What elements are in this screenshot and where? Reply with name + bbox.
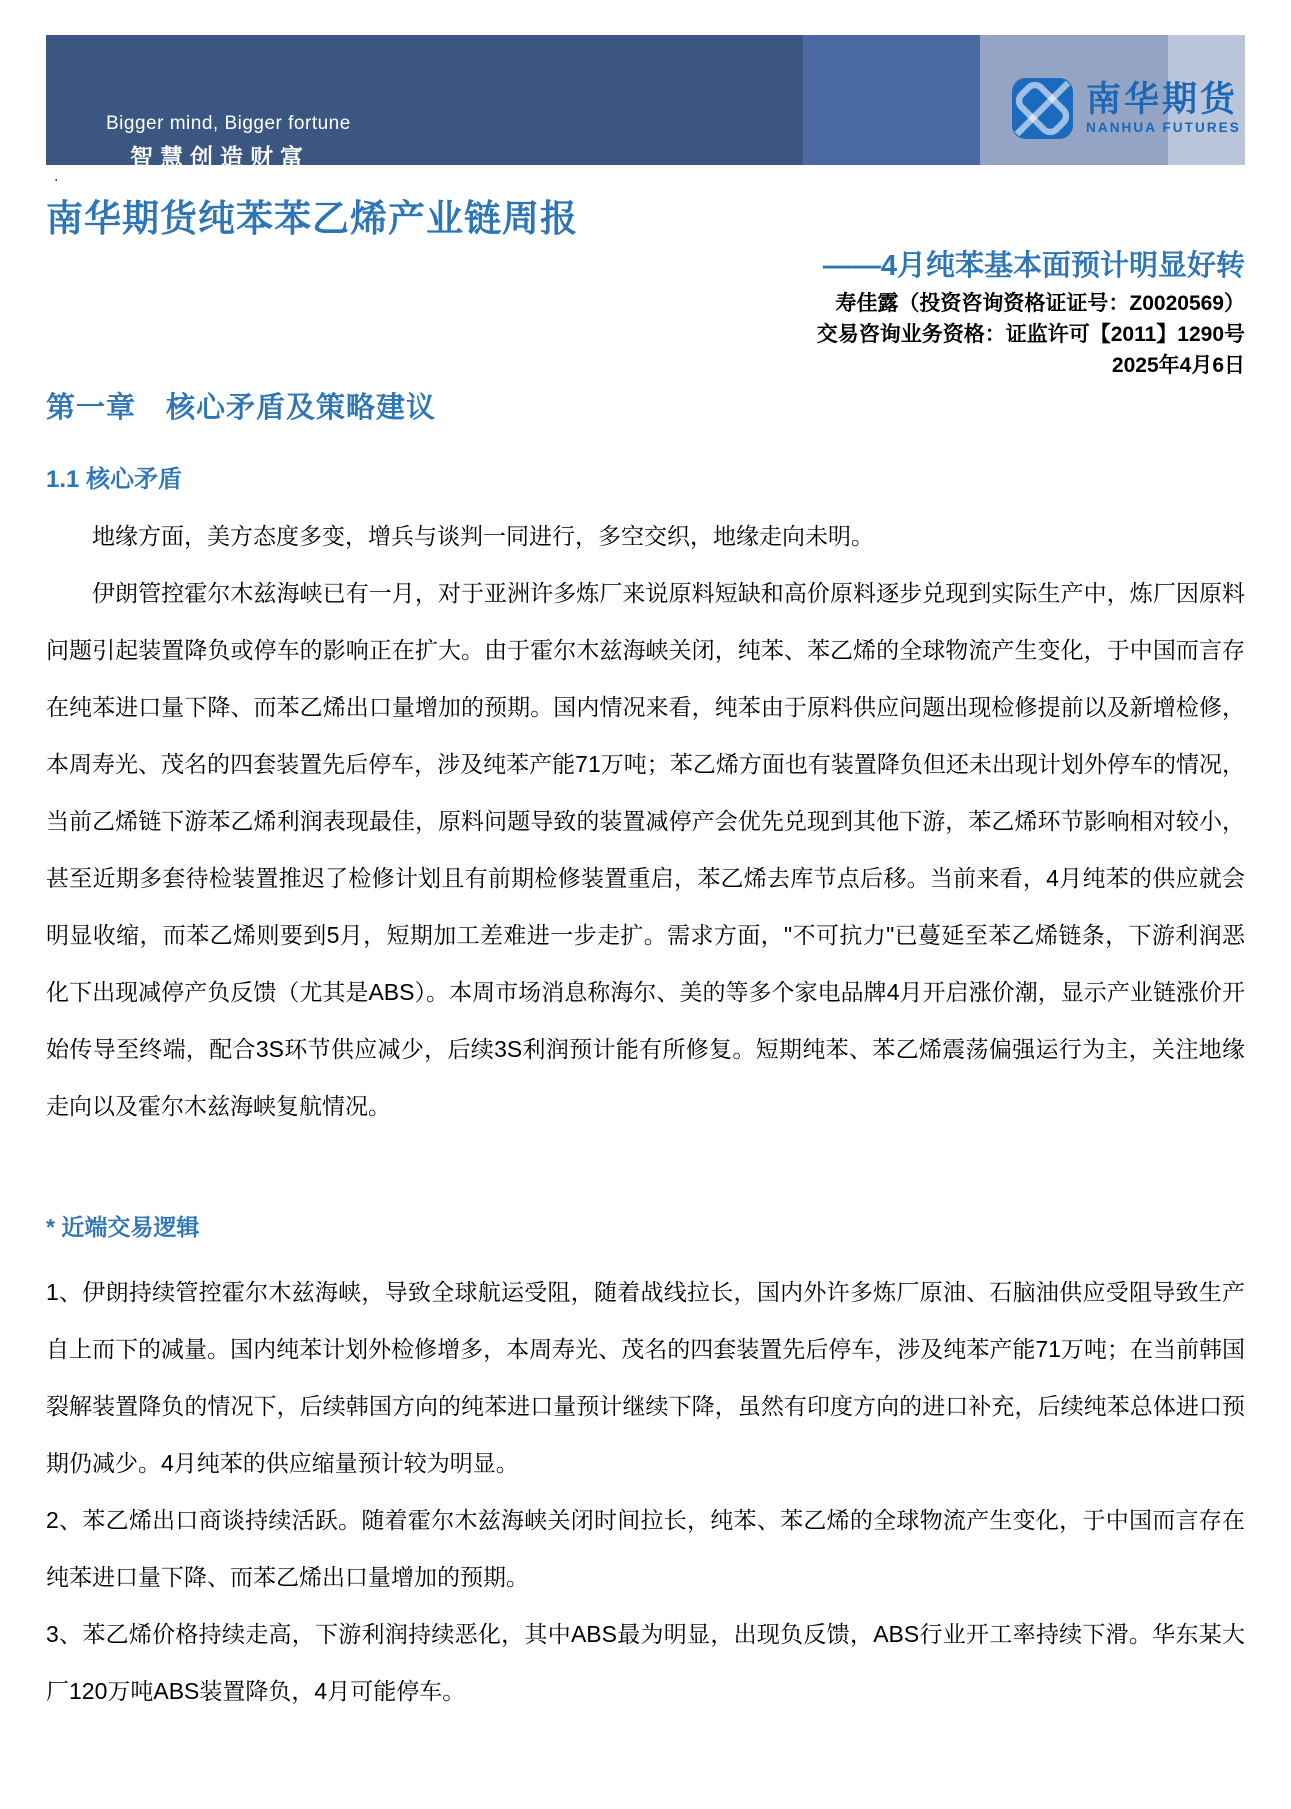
slogan-english: Bigger mind, Bigger fortune [106, 113, 351, 134]
section-heading: 1.1 核心矛盾 [46, 466, 183, 493]
near-term-logic-heading: * 近端交易逻辑 [46, 1214, 200, 1240]
banner-segment-medium [803, 35, 980, 165]
brand-slogan [106, 113, 351, 172]
report-date: 2025年4月6日 [1111, 354, 1245, 377]
stray-period: . [54, 168, 59, 185]
nanhua-logo-icon [1011, 77, 1074, 140]
author-line: 寿佳露（投资咨询资格证证号：Z0020569） [835, 292, 1245, 315]
logic-item: 3、苯乙烯价格持续走高，下游利润持续恶化，其中ABS最为明显，出现负反馈，ABS行业开工率持续下滑。华东某大厂120万吨ABS装置降负，4月可能停车。 [46, 1621, 1245, 1704]
paragraph: 地缘方面，美方态度多变，增兵与谈判一同进行，多空交织，地缘走向未明。 [92, 523, 874, 549]
nanhua-futures-logo [1011, 77, 1241, 140]
core-contradiction-text [46, 508, 1245, 1135]
report-body [46, 385, 1245, 1720]
paragraph: 伊朗管控霍尔木兹海峡已有一月，对于亚洲许多炼厂来说原料短缺和高价原料逐步兑现到实际生产中，炼厂因原料问题引起装置降负或停车的影响正在扩大。由于霍尔木兹海峡关闭，纯苯、苯乙烯的全球物流产生变化，于中国而言存在纯苯进口量下降、而苯乙烯出口量增加的预期。国内情况来看，纯苯由于原料供应问题出现检修提前以及新增检修，本周寿光、茂名的四套装置先后停车，涉及纯苯产能71万吨；苯乙烯方面也有装置降负但还未出现计划外停车的情况，当前乙烯链下游苯乙烯利润表现最佳，原料问题导致的装置减停产会优先兑现到其他下游，苯乙烯环节影响相对较小，甚至近期多套待检装置推迟了检修计划且有前期检修装置重启，苯乙烯去库节点后移。当前来看，4月纯苯的供应就会明显收缩，而苯乙烯则要到5月，短期加工差难进一步走扩。需求方面，"不可抗力"已蔓延至苯乙烯链条，下游利润恶化下出现减停产负反馈（尤其是ABS）。本周市场消息称海尔、美的等多个家电品牌4月开启涨价潮，显示产业链涨价开始传导至终端，配合3S环节供应减少，后续3S利润预计能有所修复。短期纯苯、苯乙烯震荡偏强运行为主，关注地缘走向以及霍尔木兹海峡复航情况。 [46, 580, 1245, 1119]
logo-english-name: NANHUA FUTURES [1086, 120, 1241, 136]
chapter-heading: 第一章 核心矛盾及策略建议 [46, 392, 437, 424]
report-title: 南华期货纯苯苯乙烯产业链周报 [46, 198, 578, 239]
slogan-chinese: 智慧创造财富 [130, 144, 310, 170]
logic-item: 1、伊朗持续管控霍尔木兹海峡，导致全球航运受阻，随着战线拉长，国内外许多炼厂原油、石脑油供应受阻导致生产自上而下的减量。国内纯苯计划外检修增多，本周寿光、茂名的四套装置先后停车，涉及纯苯产能71万吨；在当前韩国裂解装置降负的情况下，后续韩国方向的纯苯进口量预计继续下降，虽然有印度方向的进口补充，后续纯苯总体进口预期仍减少。4月纯苯的供应缩量预计较为明显。 [46, 1279, 1245, 1476]
report-meta [817, 288, 1245, 381]
report-subtitle: ——4月纯苯基本面预计明显好转 [822, 250, 1245, 282]
qualification-line: 交易咨询业务资格：证监许可【2011】1290号 [816, 323, 1245, 346]
logic-item: 2、苯乙烯出口商谈持续活跃。随着霍尔木兹海峡关闭时间拉长，纯苯、苯乙烯的全球物流产生变化，于中国而言存在纯苯进口量下降、而苯乙烯出口量增加的预期。 [46, 1507, 1245, 1590]
brand-banner [46, 35, 1245, 170]
near-term-logic-list [46, 1264, 1245, 1720]
logo-chinese-name: 南华期货 [1086, 80, 1239, 120]
logo-wordmark [1086, 82, 1241, 135]
